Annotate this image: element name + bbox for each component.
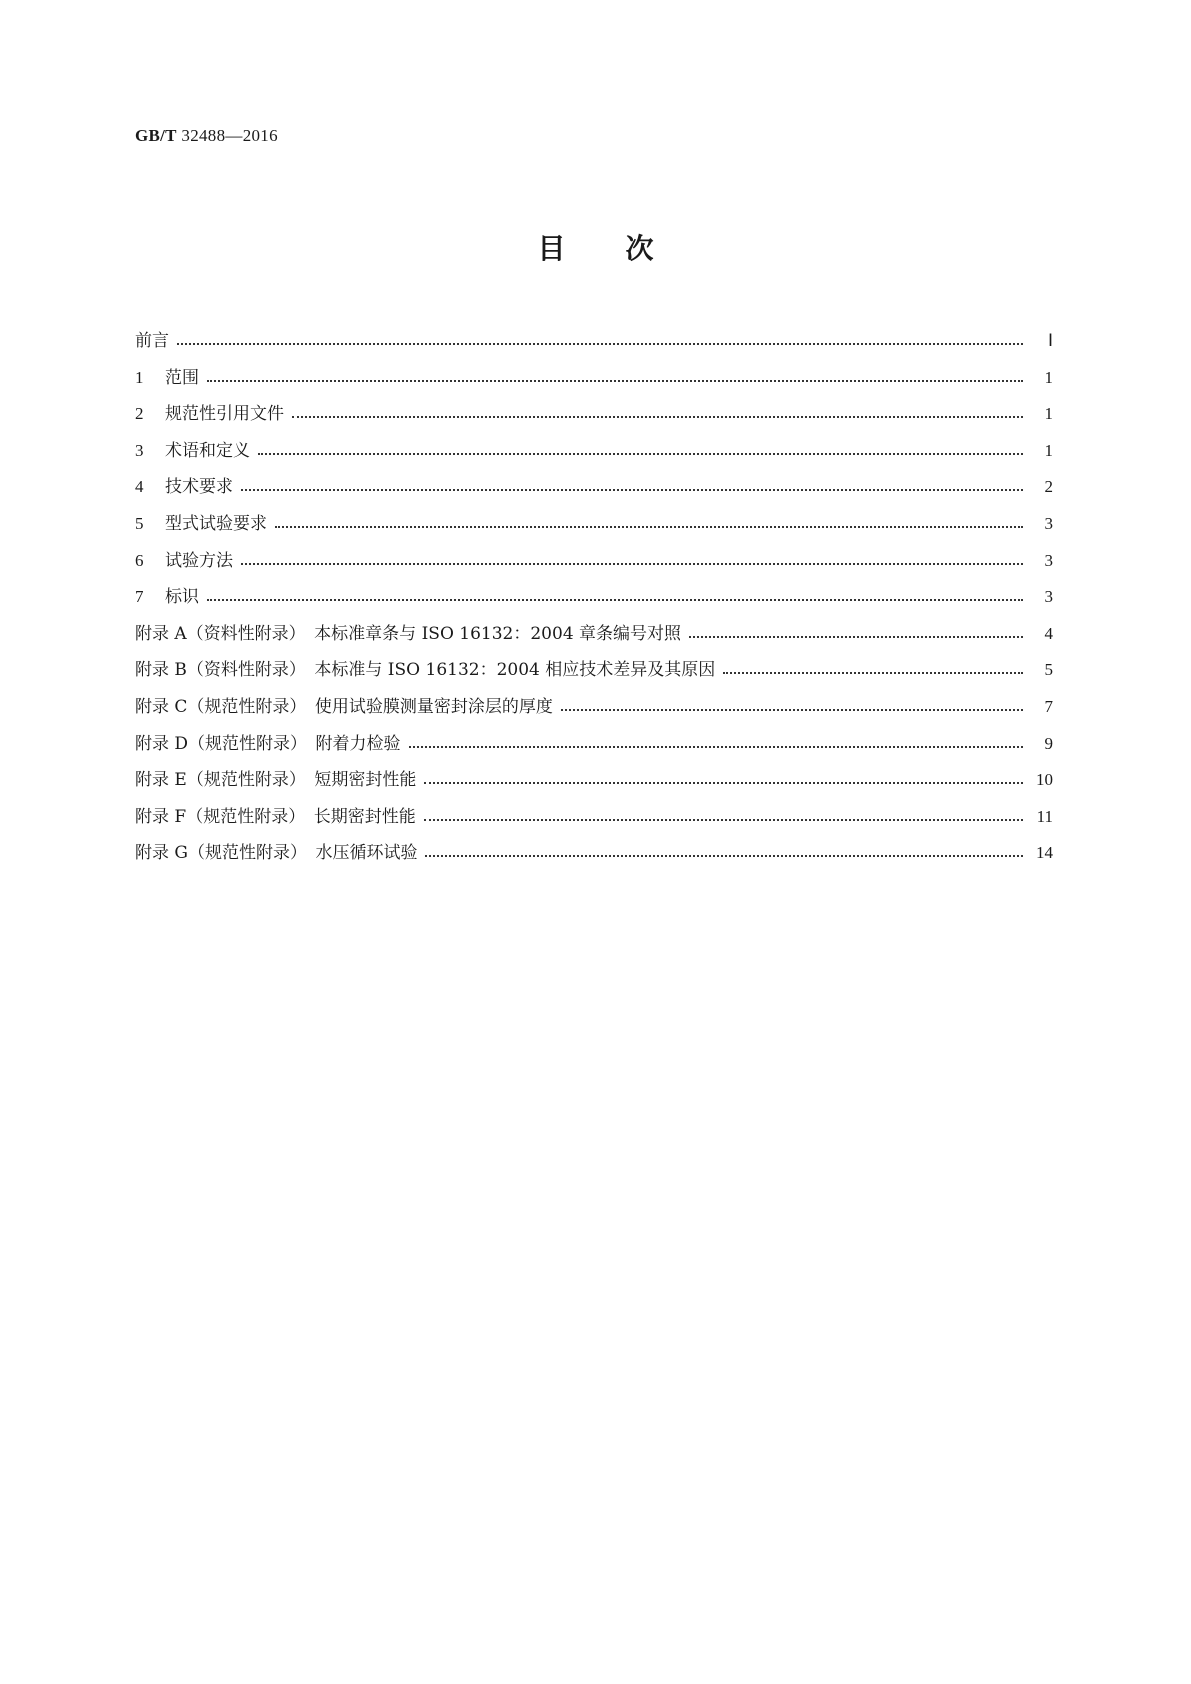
toc-leader-dots [424, 765, 1023, 784]
toc-entry-label: 4 技术要求 [135, 477, 233, 498]
toc-page-number: 5 [1044, 660, 1053, 680]
standard-number [135, 126, 278, 146]
toc-entry-scope[interactable] [135, 363, 1053, 400]
toc-entry-label: 7 标识 [135, 587, 199, 608]
toc-leader-dots [424, 802, 1023, 821]
toc-entry-label: 附录 B（资料性附录） 本标准与 ISO 16132：2004 相应技术差异及其原因 [135, 660, 716, 681]
toc-page-number: 10 [1036, 770, 1053, 790]
toc-entry-label: 附录 A（资料性附录） 本标准章条与 ISO 16132：2004 章条编号对照 [135, 623, 682, 644]
standard-code: 32488—2016 [181, 126, 278, 145]
toc-entry-annex-d[interactable] [135, 729, 1053, 766]
toc-entry-label: 前言 [135, 331, 169, 351]
toc-leader-dots [723, 655, 1023, 674]
toc-entry-label: 3 术语和定义 [135, 440, 250, 461]
toc-entry-label: 附录 E（规范性附录） 短期密封性能 [135, 770, 417, 791]
toc-page-number: 3 [1044, 587, 1053, 607]
toc-page-number: 9 [1044, 733, 1053, 753]
page-title: 目次 [537, 232, 714, 265]
toc-page-number: 2 [1044, 477, 1053, 497]
toc-leader-dots [689, 619, 1023, 638]
toc-entry-annex-f[interactable] [135, 802, 1053, 839]
toc-leader-dots [275, 509, 1023, 528]
toc-entry-test-methods[interactable] [135, 546, 1053, 583]
toc-entry-terms-definitions[interactable] [135, 436, 1053, 473]
toc-page-number: 14 [1036, 843, 1053, 863]
toc-page-number: 1 [1044, 440, 1053, 460]
toc-leader-dots [425, 838, 1023, 857]
toc-entry-label: 5 型式试验要求 [135, 513, 267, 534]
toc-leader-dots [258, 436, 1023, 455]
toc-leader-dots [241, 472, 1023, 491]
toc-leader-dots [207, 363, 1023, 382]
toc-entry-label: 6 试验方法 [135, 550, 233, 571]
toc-entry-label: 附录 C（规范性附录） 使用试验膜测量密封涂层的厚度 [135, 696, 553, 717]
toc-entry-annex-g[interactable] [135, 838, 1053, 875]
toc-page-number: 11 [1036, 806, 1053, 826]
toc-page-number: 4 [1044, 623, 1053, 643]
toc-page-number: Ⅰ [1047, 331, 1053, 350]
toc-page-number: 7 [1044, 696, 1053, 716]
toc-entry-foreword[interactable] [135, 326, 1053, 363]
toc-leader-dots [292, 399, 1023, 418]
toc-entry-label: 2 规范性引用文件 [135, 404, 284, 425]
toc-page-number: 3 [1044, 513, 1053, 533]
standard-prefix: GB/T [135, 126, 177, 145]
toc-leader-dots [241, 546, 1023, 565]
toc-entry-annex-a[interactable] [135, 619, 1053, 656]
toc-leader-dots [409, 729, 1023, 748]
toc-entry-type-test[interactable] [135, 509, 1053, 546]
table-of-contents [135, 326, 1053, 875]
toc-entry-technical-requirements[interactable] [135, 472, 1053, 509]
toc-entry-label: 附录 F（规范性附录） 长期密封性能 [135, 806, 416, 827]
toc-entry-normative-references[interactable] [135, 399, 1053, 436]
toc-entry-label: 附录 G（规范性附录） 水压循环试验 [135, 843, 418, 864]
toc-entry-label: 附录 D（规范性附录） 附着力检验 [135, 733, 401, 754]
toc-page-number: 1 [1044, 367, 1053, 387]
toc-entry-label: 1 范围 [135, 367, 199, 388]
toc-leader-dots [561, 692, 1023, 711]
toc-page-number: 1 [1044, 404, 1053, 424]
toc-leader-dots [177, 326, 1023, 345]
toc-entry-marking[interactable] [135, 582, 1053, 619]
toc-entry-annex-c[interactable] [135, 692, 1053, 729]
toc-entry-annex-e[interactable] [135, 765, 1053, 802]
toc-entry-annex-b[interactable] [135, 655, 1053, 692]
toc-page-number: 3 [1044, 550, 1053, 570]
toc-leader-dots [207, 582, 1023, 601]
